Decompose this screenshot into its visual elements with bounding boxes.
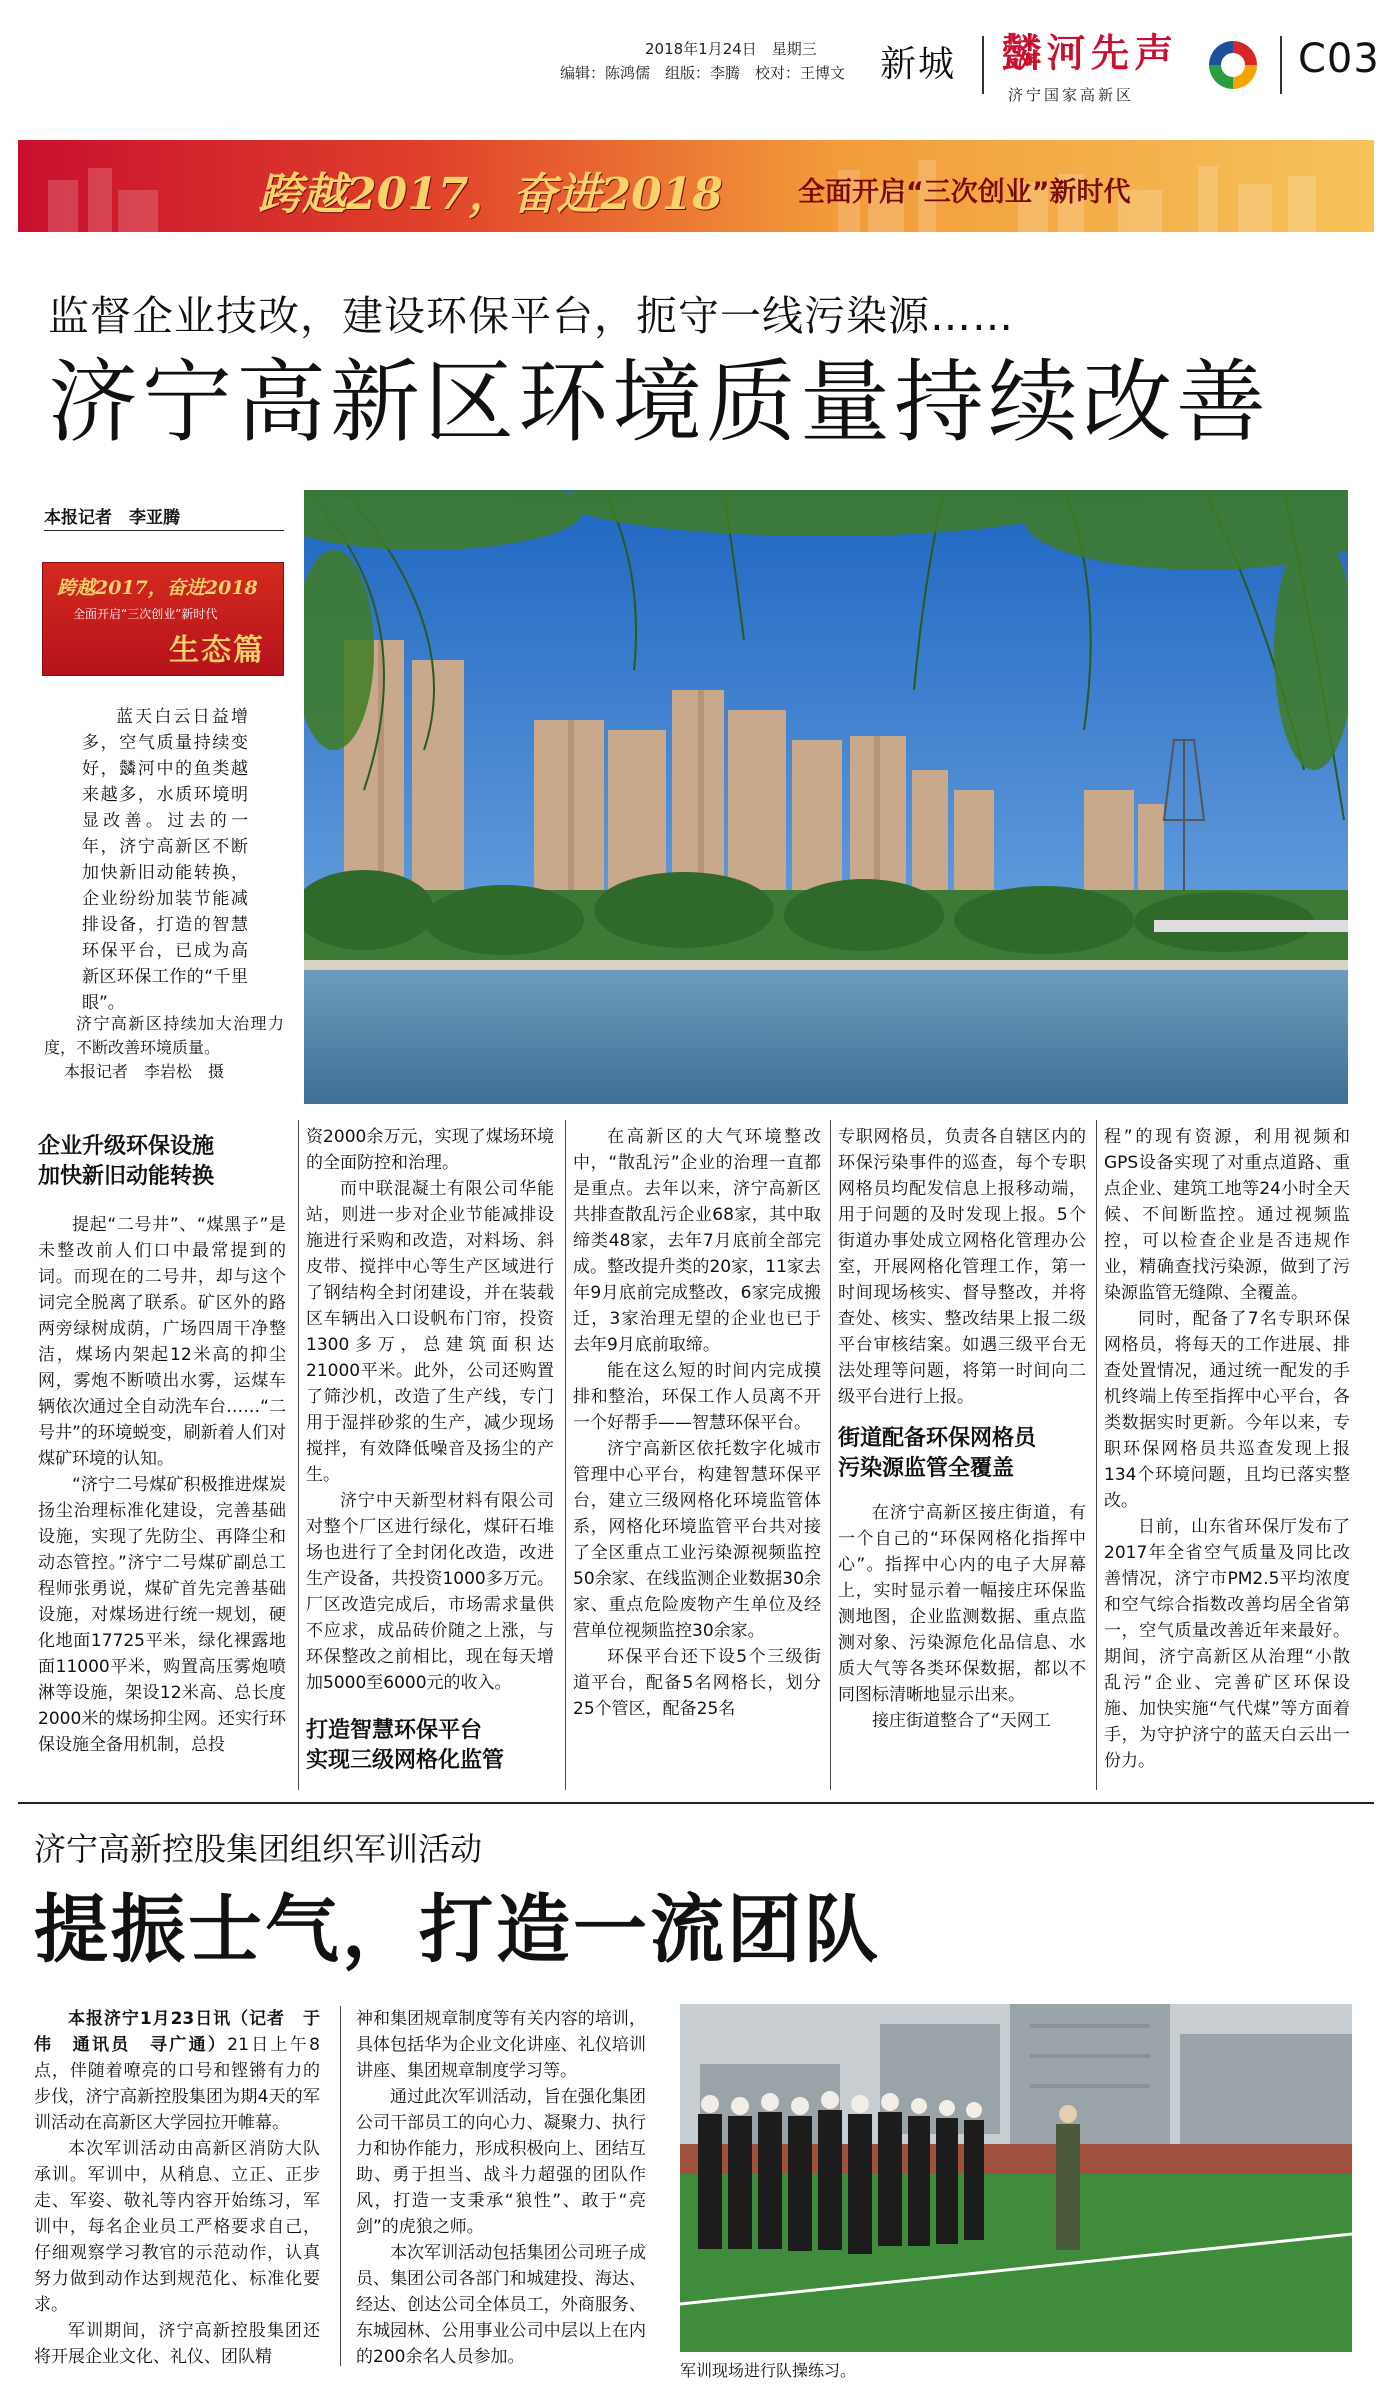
banner-slogan: 跨越2017，奋进2018 [258, 169, 723, 220]
byline-rule [44, 530, 284, 531]
subhead: 加快新旧动能转换 [38, 1164, 215, 1189]
article2-column-1 [34, 2006, 320, 2370]
article2-kicker: 济宁高新控股集团组织军训活动 [34, 1830, 483, 1868]
slogan-banner [18, 140, 1374, 232]
subhead: 企业升级环保设施 [38, 1134, 215, 1159]
article1-column-1 [38, 1132, 286, 1758]
paragraph [34, 2006, 320, 2136]
riverside-buildings-image [304, 490, 1348, 1104]
section-rule [18, 1802, 1374, 1804]
paragraph: 济宁高新区依托数字化城市管理中心平台，构建智慧环保平台，建立三级网格化环境监管体系，网格化环境监管平台共对接了全区重点工业污染源视频监控50余家、在线监测企业数据30余家、重点危险废物产生单位及经营单位视频监控30余家。 [573, 1439, 821, 1641]
subhead: 污染源监管全覆盖 [838, 1456, 1015, 1481]
paragraph: 程”的现有资源，利用视频和GPS设备实现了对重点道路、重点企业、建筑工地等24小时全天候、不间断监控。通过视频监控，可以检查企业是否违规作业，精确查找污染源，做到了污染源监管无缝隙、全覆盖。 [1104, 1127, 1350, 1303]
dateline: 本报济宁1月23日讯（记者 于伟 通讯员 寻广通） [34, 2009, 320, 2055]
paragraph: 本次军训活动包括集团公司班子成员、集团公司各部门和城建投、海达、经达、创达公司全体员工，外商服务、东城园林、公用事业公司中层以上在内的200余名人员参加。 [356, 2243, 646, 2367]
photo1-caption: 济宁高新区持续加大治理力度，不断改善环境质量。 [44, 1014, 284, 1057]
paragraph: 军训期间，济宁高新控股集团还将开展企业文化、礼仪、团队精 [34, 2321, 320, 2367]
paragraph: 济宁中天新型材料有限公司对整个厂区进行绿化，煤矸石堆场也进行了全封闭化改造，改进生产设备，共投资1000多万元。厂区改造完成后，市场需求量供不应求，成品砖价随之上涨，与环保整改之前相比，现在每天增加5000至6000元的收入。 [306, 1491, 554, 1693]
subhead: 街道配备环保网格员 [838, 1426, 1037, 1451]
subhead: 实现三级网格化监管 [306, 1748, 505, 1773]
paragraph: 神和集团规章制度等有关内容的培训，具体包括华为企业文化讲座、礼仪培训讲座、集团规章制度学习等。 [356, 2009, 646, 2081]
column-divider [1096, 1120, 1097, 1790]
paragraph: 能在这么短的时间内完成摸排和整治，环保工作人员离不开一个好帮手——智慧环保平台。 [573, 1361, 821, 1433]
paragraph: 资2000余万元，实现了煤场环境的全面防控和治理。 [306, 1127, 554, 1173]
paragraph: 而中联混凝土有限公司华能站，则进一步对企业节能减排设施进行采购和改造，对料场、斜皮带、搅拌中心等生产区域进行了钢结构全封闭建设，并在装载区车辆出入口设帆布门帘，投资1300多万，总建筑面积达21000平米。此外，公司还购置了筛沙机，改造了生产线，专门用于湿拌砂浆的生产，减少现场搅拌，有效降低噪音及扬尘的产生。 [306, 1179, 554, 1485]
paragraph: 在济宁高新区接庄街道，有一个自己的“环保网格化指挥中心”。指挥中心内的电子大屏幕上，实时显示着一幅接庄环保监测地图，企业监测数据、重点监测对象、污染源危化品信息、水质大气等各类环保数据，都以不同图标清晰地显示出来。 [838, 1503, 1086, 1705]
paragraph: 环保平台还下设5个三级街道平台，配备5名网格长，划分25个管区，配备25名 [573, 1647, 821, 1719]
badge-line2: 全面开启“三次创业”新时代 [73, 607, 218, 621]
article2-headline: 提振士气，打造一流团队 [34, 1887, 881, 1973]
photo1-caption-block [44, 1012, 284, 1084]
paper-name: 𦨆河先声 [1002, 30, 1178, 77]
badge-line1: 跨越2017，奋进2018 [57, 577, 258, 599]
logo-icon [1206, 38, 1260, 92]
article1-headline: 济宁高新区环境质量持续改善 [48, 350, 1270, 455]
paragraph: 提起“二号井”、“煤黑子”是未整改前人们口中最常提到的词。而现在的二号井，却与这个词完全脱离了联系。矿区外的路两旁绿树成荫，广场四周干净整洁，煤场内架起12米高的抑尘网，雾炮不断喷出水雾，运煤车辆依次通过全自动洗车台……“二号井”的环境蜕变，刷新着人们对煤矿环境的认知。 [38, 1215, 286, 1469]
masthead [0, 0, 1394, 130]
editors-line: 编辑：陈鸿儒 组版：李腾 校对：王博文 [560, 64, 846, 82]
divider-bar [982, 36, 984, 94]
paragraph: 在高新区的大气环境整改中，“散乱污”企业的治理一直都是重点。去年以来，济宁高新区共排查散乱污企业68家，其中取缔类48家，去年7月底前全部完成。整改提升类的20家，11家去年9月底前完成整改，6家完成搬迁，3家治理无望的企业也已于去年9月底前取缔。 [573, 1127, 821, 1355]
column-divider [830, 1120, 831, 1790]
paragraph: 本次军训活动由高新区消防大队承训。军训中，从稍息、立正、正步走、军姿、敬礼等内容开始练习，军训中，每名企业员工严格要求自己，仔细观察学习教官的示范动作，认真努力做到动作达到规范化、标准化要求。 [34, 2139, 320, 2315]
district-label: 济宁国家高新区 [1008, 86, 1135, 104]
ecology-badge [42, 562, 284, 676]
article1-kicker: 监督企业技改，建设环保平台，扼守一线污染源…… [48, 292, 1014, 340]
article1-column-2 [306, 1124, 554, 1776]
subhead: 打造智慧环保平台 [306, 1718, 483, 1743]
paragraph: 专职网格员，负责各自辖区内的环保污染事件的巡查，每个专职网格员均配发信息上报移动端，用于问题的及时发现上报。5个街道办事处成立网格化管理办公室，开展网格化管理工作，第一时间现场核实、督导整改，并将查处、核实、整改结果上报二级平台审核结案。如遇三级平台无法处理等问题，将第一时间向二级平台进行上报。 [838, 1127, 1086, 1407]
article2-column-2 [356, 2006, 646, 2370]
paragraph: 通过此次军训活动，旨在强化集团公司干部员工的向心力、凝聚力、执行力和协作能力，形成积极向上、团结互助、勇于担当、战斗力超强的团队作风，打造一支秉承“狼性”、敢于“亮剑”的虎狼之师。 [356, 2087, 646, 2237]
military-training-image [680, 2004, 1352, 2352]
paragraph-text: 21日上午8点，伴随着嘹亮的口号和铿锵有力的步伐，济宁高新控股集团为期4天的军训活动在高新区大学园拉开帷幕。 [34, 2035, 320, 2133]
article1-column-3 [573, 1124, 821, 1722]
column-divider [565, 1120, 566, 1790]
banner-tagline: 全面开启“三次创业”新时代 [798, 177, 1131, 208]
column-divider [298, 1120, 299, 1790]
paragraph: 接庄街道整合了“天网工 [872, 1711, 1051, 1731]
photo2-caption: 军训现场进行队操练习。 [680, 2361, 857, 2380]
lead-paragraph: 蓝天白云日益增多，空气质量持续变好，𦨆河中的鱼类越来越多，水质环境明显改善。过去的一年，济宁高新区不断加快新旧动能转换，企业纷纷加装节能减排设备，打造的智慧环保平台，已成为高新区环保工作的“千里眼”。 [82, 707, 248, 1013]
column-divider [340, 2006, 341, 2366]
photo2 [680, 2004, 1352, 2352]
section-name: 新城 [880, 44, 957, 85]
article1-column-4 [838, 1124, 1086, 1734]
paragraph: “济宁二号煤矿积极推进煤炭扬尘治理标准化建设，完善基础设施，实现了先防尘、再降尘和动态管控。”济宁二号煤矿副总工程师张勇说，煤矿首先完善基础设施，对煤场进行统一规划，硬化地面17725平米，绿化裸露地面11000平米，购置高压雾炮喷淋等设施，架设12米高、总长度2000米的煤场抑尘网。还实行环保设施全备用机制，总投 [38, 1475, 286, 1755]
article1-byline: 本报记者 李亚腾 [44, 508, 180, 528]
photo1 [304, 490, 1348, 1104]
article1-column-5 [1104, 1124, 1350, 1774]
photo1-credit: 本报记者 李岩松 摄 [64, 1062, 225, 1081]
date-line: 2018年1月24日 星期三 [645, 40, 817, 58]
paragraph: 同时，配备了7名专职环保网格员，将每天的工作进展、排查处置情况，通过统一配发的手机终端上传至指挥中心平台，各类数据实时更新。今年以来，专职环保网格员共巡查发现上报134个环境问题，且均已落实整改。 [1104, 1309, 1350, 1511]
page-number: C03 [1298, 36, 1380, 82]
divider-bar [1280, 36, 1282, 94]
badge-title: 生态篇 [169, 633, 265, 668]
article1-lead [82, 704, 248, 1016]
paragraph: 日前，山东省环保厅发布了2017年全省空气质量及同比改善情况，济宁市PM2.5平均浓度和空气综合指数改善均居全省第一，空气质量改善近年来最好。期间，济宁高新区从治理“小散乱污”企业、完善矿区环保设施、加快实施“气代煤”等方面着手，为守护济宁的蓝天白云出一份力。 [1104, 1517, 1350, 1771]
